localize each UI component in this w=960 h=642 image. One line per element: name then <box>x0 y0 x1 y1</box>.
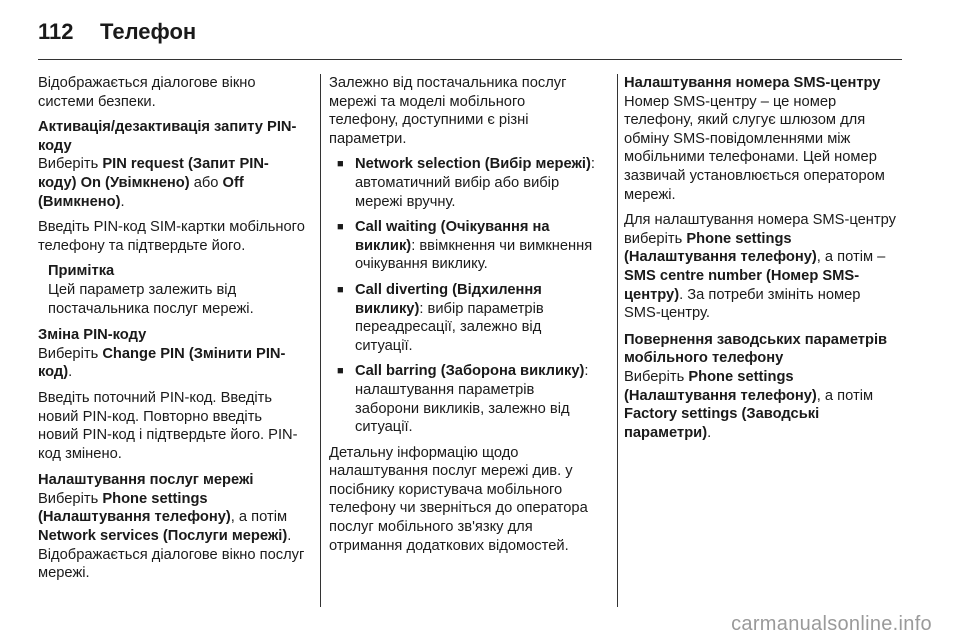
list-item: ■ Network selection (Вибір мережі): автоматичний вибір або вибір мережі вручну. <box>329 155 597 211</box>
paragraph: Номер SMS-центру – це номер телефону, який слугує шлюзом для обміну SMS-повідомленнями між мобільними телефонами. Цей номер зазвичай установлюється оператором мережі. <box>624 93 885 203</box>
column-1 <box>38 74 306 590</box>
column-divider-1 <box>320 74 321 607</box>
page-number: 112 <box>38 19 74 44</box>
paragraph: Виберіть Phone settings (Налаштування телефону), а потім Network services (Послуги мережі). Відображається діалогове вікно послуг мережі. <box>38 490 305 582</box>
header-rule <box>38 59 902 60</box>
paragraph: Для налаштування номера SMS-центру виберіть Phone settings (Налаштування телефону), а потім – SMS centre number (Номер SMS-центру). За потреби змініть номер SMS-центру. <box>624 212 896 322</box>
section-heading-factory-reset: Повернення заводських параметрів мобільного телефону <box>624 331 888 367</box>
paragraph: Введіть PIN-код SIM-картки мобільного телефону та підтвердьте його. <box>38 219 305 254</box>
section-heading-network-services: Налаштування послуг мережі <box>38 472 254 489</box>
paragraph: Виберіть Change PIN (Змінити PIN-код). <box>38 345 286 381</box>
outro-paragraph: Детальну інформацію щодо налаштування послуг мережі див. у посібнику користувача мобільного телефону чи зверніться до оператора послуг мобільного зв'язку для отримання додаткових відомостей. <box>329 444 588 554</box>
intro-paragraph: Залежно від постачальника послуг мережі та моделі мобільного телефону, доступними є різні параметри. <box>329 75 567 147</box>
column-3 <box>624 74 900 449</box>
section-heading-sms-centre: Налаштування номера SMS-центру <box>624 75 881 91</box>
paragraph: Виберіть Phone settings (Налаштування телефону), а потім Factory settings (Заводські параметри). <box>624 368 874 441</box>
note-text: Цей параметр залежить від постачальника послуг мережі. <box>48 281 254 317</box>
column-2 <box>329 74 597 562</box>
network-options-list <box>329 155 597 436</box>
list-item: ■ Call diverting (Відхилення виклику): вибір параметрів переадресації, залежно від ситуації. <box>329 281 597 355</box>
list-item: ■ Call barring (Заборона виклику): налаштування параметрів заборони викликів, залежно від ситуації. <box>329 362 597 436</box>
page-header <box>38 12 196 52</box>
note-block <box>48 262 306 318</box>
paragraph: Виберіть PIN request (Запит PIN-коду) On (Увімкнено) або Off (Вимкнено). <box>38 156 269 210</box>
page-title: Телефон <box>100 19 197 44</box>
section-heading-pin-request: Активація/дезактивація запиту PIN-коду <box>38 119 297 154</box>
paragraph: Введіть поточний PIN-код. Введіть новий PIN-код. Повторно введіть новий PIN-код і підтвердьте його. PIN-код змінено. <box>38 389 298 462</box>
list-item: ■ Call waiting (Очікування на виклик): ввімкнення чи вимкнення очікування виклику. <box>329 218 597 274</box>
note-heading: Примітка <box>48 263 115 280</box>
intro-paragraph: Відображається діалогове вікно системи безпеки. <box>38 75 256 110</box>
section-heading-change-pin: Зміна PIN-коду <box>38 327 147 344</box>
column-divider-2 <box>617 74 618 607</box>
watermark: carmanualsonline.info <box>731 613 932 635</box>
